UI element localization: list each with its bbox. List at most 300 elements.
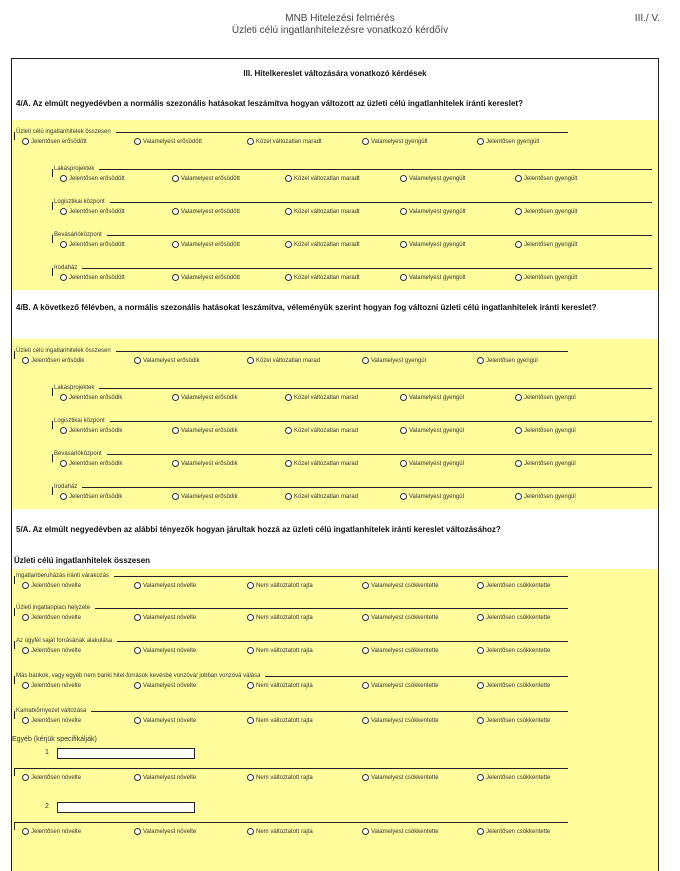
group-rule [107,235,652,236]
radio-button[interactable] [285,274,292,281]
other-number-1: 1 [45,749,49,756]
question-5a-answers [12,569,658,871]
radio-button[interactable] [60,175,67,182]
radio-option[interactable] [515,394,576,401]
radio-option[interactable] [247,582,313,589]
radio-option-label: Jelentősen csökkentette [486,774,551,781]
radio-button[interactable] [22,582,29,589]
radio-option-label: Jelentősen erősödött [69,175,125,182]
radio-button[interactable] [134,138,141,145]
radio-option[interactable] [400,208,466,215]
radio-button[interactable] [515,460,522,467]
radio-options [14,717,568,726]
radio-option-label: Valamelyest növelte [143,774,197,781]
group-rule [107,454,652,455]
group-rule [116,351,568,352]
group-rule [110,421,652,422]
radio-button[interactable] [172,427,179,434]
radio-button[interactable] [362,717,369,724]
radio-button[interactable] [362,774,369,781]
radio-option[interactable] [172,274,240,281]
radio-option[interactable] [285,274,360,281]
group-rule [82,268,652,269]
radio-button[interactable] [172,175,179,182]
radio-option[interactable] [22,774,81,781]
radio-button[interactable] [247,717,254,724]
radio-option[interactable] [60,175,125,182]
radio-button[interactable] [285,208,292,215]
radio-button[interactable] [285,175,292,182]
group-label: Irodaház [54,264,80,272]
radio-option[interactable] [362,717,439,724]
radio-option-label: Közel változatlan marad [294,493,359,500]
radio-options [14,774,568,783]
header-titles [150,13,530,37]
group-label: Logisztikai központ [54,198,108,206]
radio-option[interactable] [134,582,196,589]
radio-option-label: Jelentősen gyengült [524,241,578,248]
radio-option-label: Nem változtatott rajta [256,682,313,689]
question-4b-answers [12,339,658,509]
radio-button[interactable] [515,208,522,215]
radio-option[interactable] [515,274,577,281]
radio-option-label: Jelentősen erősödött [69,241,125,248]
radio-option-label: Valamelyest növelte [143,828,197,835]
radio-option-label: Valamelyest gyengült [409,241,466,248]
radio-option-label: Jelentősen erősödik [69,493,123,500]
radio-option[interactable] [22,828,81,835]
radio-option[interactable] [134,614,196,621]
radio-option[interactable] [247,774,313,781]
group-rule [117,641,568,642]
radio-option-label: Közel változatlan maradt [256,138,322,145]
radio-button[interactable] [134,682,141,689]
radio-button[interactable] [362,682,369,689]
radio-button[interactable] [477,717,484,724]
radio-button[interactable] [134,828,141,835]
radio-option-label: Jelentősen növelte [31,828,82,835]
radio-option-label: Jelentősen gyengül [524,394,576,401]
radio-option[interactable] [60,208,125,215]
radio-button[interactable] [22,717,29,724]
radio-button[interactable] [134,717,141,724]
radio-button[interactable] [134,357,141,364]
group-rule [91,711,568,712]
radio-option-label: Közel változatlan maradt [294,241,360,248]
radio-option[interactable] [400,394,464,401]
radio-button[interactable] [22,774,29,781]
radio-option[interactable] [400,460,464,467]
radio-option-label: Jelentősen növelte [31,682,82,689]
radio-button[interactable] [362,828,369,835]
radio-button[interactable] [285,394,292,401]
radio-button[interactable] [134,774,141,781]
radio-option-label: Jelentősen csökkentette [486,647,551,654]
radio-option-label: Valamelyest csökkentette [371,647,439,654]
question-4a-answers [12,120,658,290]
other-specify-input-2[interactable] [57,802,195,813]
radio-option[interactable] [477,647,550,654]
radio-option-label: Valamelyest gyengül [371,357,426,364]
radio-option[interactable] [60,460,122,467]
radio-options [52,493,652,502]
radio-button[interactable] [362,138,369,145]
radio-button[interactable] [477,138,484,145]
radio-button[interactable] [477,582,484,589]
radio-option[interactable] [172,460,238,467]
radio-option[interactable] [515,208,577,215]
radio-button[interactable] [285,493,292,500]
radio-option[interactable] [172,427,238,434]
radio-option[interactable] [400,274,466,281]
other-specify-label: Egyéb (kérjük specifikálják) [12,736,97,743]
radio-button[interactable] [134,582,141,589]
radio-option-label: Valamelyest gyengült [409,274,466,281]
radio-option-label: Jelentősen növelte [31,614,82,621]
group-rule [265,676,568,677]
radio-button[interactable] [515,427,522,434]
radio-option[interactable] [515,175,577,182]
group-label: Irodaház [54,483,80,491]
radio-button[interactable] [22,357,29,364]
radio-option-label: Valamelyest erősödött [143,138,202,145]
radio-option-label: Nem változtatott rajta [256,647,313,654]
radio-option[interactable] [362,647,439,654]
radio-option[interactable] [60,394,122,401]
radio-button[interactable] [400,274,407,281]
radio-option[interactable] [134,828,196,835]
radio-option-label: Valamelyest gyengül [409,493,464,500]
radio-option-label: Jelentősen növelte [31,717,82,724]
radio-options [14,682,568,691]
radio-option[interactable] [134,357,200,364]
group-label: Üzleti célú ingatlanhitelek összesen [16,347,114,355]
group-label: Az ügyfél saját forrásának alakulása [16,637,115,645]
group-rule [110,202,652,203]
radio-option[interactable] [134,717,196,724]
question-5a-subtitle: Üzleti célú ingatlanhitelek összesen [14,556,151,565]
radio-option[interactable] [247,357,320,364]
question-4b: 4/B. A következő félévben, a normális szezonális hatásokat leszámítva, véleményük szerint hogyan fog változni üzleti célú ingatlanhitelek iránti kereslet? [16,303,597,312]
group-label: Kamatkörnyezet változása [16,707,89,715]
radio-option[interactable] [22,717,81,724]
radio-option-label: Valamelyest erősödött [181,274,240,281]
radio-options [14,828,568,837]
radio-button[interactable] [172,208,179,215]
radio-button[interactable] [515,175,522,182]
radio-option[interactable] [362,582,439,589]
radio-button[interactable] [134,647,141,654]
radio-button[interactable] [247,682,254,689]
radio-button[interactable] [285,241,292,248]
radio-option[interactable] [134,647,196,654]
radio-option-label: Nem változtatott rajta [256,614,313,621]
radio-option[interactable] [477,357,538,364]
radio-option[interactable] [134,682,196,689]
radio-option[interactable] [400,175,466,182]
radio-option[interactable] [477,774,550,781]
radio-option-label: Valamelyest erősödik [181,394,238,401]
radio-option-label: Jelentősen gyengült [486,138,540,145]
radio-option-label: Valamelyest erősödik [143,357,200,364]
radio-option[interactable] [22,647,81,654]
radio-option-label: Valamelyest erősödött [181,241,240,248]
radio-button[interactable] [247,138,254,145]
radio-button[interactable] [60,274,67,281]
group-rule [14,822,568,823]
radio-option-label: Valamelyest csökkentette [371,582,439,589]
radio-button[interactable] [362,357,369,364]
radio-options [14,614,568,623]
header-line-2: Üzleti célú ingatlanhitelezésre vonatkozó kérdőív [231,25,449,36]
radio-option[interactable] [172,493,238,500]
radio-button[interactable] [285,427,292,434]
radio-option-label: Jelentősen csökkentette [486,717,551,724]
radio-option[interactable] [285,208,360,215]
radio-option-label: Nem változtatott rajta [256,828,313,835]
radio-button[interactable] [400,175,407,182]
other-number-2: 2 [45,803,49,810]
radio-button[interactable] [400,427,407,434]
radio-option-label: Valamelyest gyengül [409,460,464,467]
radio-option[interactable] [515,427,576,434]
radio-option-label: Valamelyest növelte [143,682,197,689]
radio-option[interactable] [477,582,550,589]
radio-option-label: Jelentősen csökkentette [486,682,551,689]
radio-option[interactable] [60,241,125,248]
radio-option[interactable] [362,682,439,689]
question-4a: 4/A. Az elmúlt negyedévben a normális szezonális hatásokat leszámítva hogyan változott az üzleti célú ingatlanhitelek iránti kereslet? [16,99,523,108]
radio-button[interactable] [22,138,29,145]
radio-option[interactable] [22,357,84,364]
radio-option-label: Jelentősen csökkentette [486,828,551,835]
radio-option[interactable] [477,717,550,724]
radio-button[interactable] [515,394,522,401]
group-label: Üzleti célú ingatlanhitelek összesen [16,128,114,136]
radio-button[interactable] [172,493,179,500]
radio-option[interactable] [515,493,576,500]
radio-option-label: Közel változatlan marad [294,394,359,401]
radio-option[interactable] [362,614,439,621]
radio-option[interactable] [285,460,358,467]
radio-option[interactable] [247,138,322,145]
radio-option[interactable] [60,427,122,434]
radio-button[interactable] [60,241,67,248]
radio-button[interactable] [515,274,522,281]
radio-option[interactable] [22,138,87,145]
radio-option[interactable] [247,614,313,621]
radio-option-label: Valamelyest növelte [143,582,197,589]
radio-option[interactable] [362,828,439,835]
group-rule [116,132,568,133]
group-label: Bevásárlóközpont [54,231,105,239]
radio-button[interactable] [247,828,254,835]
radio-option[interactable] [22,614,81,621]
radio-option-label: Jelentősen erősödött [31,138,87,145]
radio-options [14,582,568,591]
radio-option[interactable] [172,208,240,215]
radio-option[interactable] [477,828,550,835]
radio-option[interactable] [477,614,550,621]
radio-option-label: Jelentősen erősödik [69,460,123,467]
radio-option[interactable] [134,774,196,781]
radio-option-label: Valamelyest erősödött [181,175,240,182]
radio-button[interactable] [477,357,484,364]
group-rule [82,487,652,488]
radio-option-label: Jelentősen csökkentette [486,614,551,621]
radio-option[interactable] [60,274,125,281]
group-rule [114,576,568,577]
radio-option-label: Valamelyest erősödött [181,208,240,215]
radio-option[interactable] [477,682,550,689]
radio-button[interactable] [400,241,407,248]
radio-option[interactable] [362,357,426,364]
radio-button[interactable] [134,614,141,621]
radio-button[interactable] [362,647,369,654]
group-label: Más bankok, vagy egyéb nem banki hitel-források kevésbé vonzóvá/ jobban vonzóvá válása [16,672,263,680]
radio-button[interactable] [247,614,254,621]
radio-option[interactable] [172,241,240,248]
radio-option-label: Jelentősen gyengül [486,357,538,364]
radio-option[interactable] [285,394,358,401]
radio-option-label: Jelentősen gyengül [524,493,576,500]
radio-button[interactable] [247,357,254,364]
radio-option[interactable] [22,582,81,589]
radio-option[interactable] [362,774,439,781]
radio-button[interactable] [247,774,254,781]
radio-button[interactable] [477,774,484,781]
radio-option[interactable] [22,682,81,689]
radio-button[interactable] [172,274,179,281]
radio-option[interactable] [60,493,122,500]
radio-option[interactable] [172,175,240,182]
group-label: Bevásárlóközpont [54,450,105,458]
radio-button[interactable] [400,493,407,500]
radio-option[interactable] [477,138,539,145]
radio-option-label: Jelentősen gyengül [524,460,576,467]
group-label: Lakásprojektek [54,384,97,392]
radio-option-label: Valamelyest gyengült [409,208,466,215]
radio-option-label: Valamelyest csökkentette [371,774,439,781]
radio-option-label: Valamelyest gyengül [409,394,464,401]
radio-options [52,460,652,469]
radio-button[interactable] [362,614,369,621]
radio-button[interactable] [60,394,67,401]
radio-button[interactable] [400,460,407,467]
radio-option[interactable] [247,647,313,654]
radio-button[interactable] [60,427,67,434]
radio-option-label: Jelentősen erősödik [69,427,123,434]
radio-option[interactable] [400,493,464,500]
radio-button[interactable] [400,394,407,401]
radio-button[interactable] [477,647,484,654]
radio-option-label: Jelentősen gyengült [524,175,578,182]
radio-option-label: Valamelyest gyengült [409,175,466,182]
group-rule [95,608,568,609]
radio-option-label: Közel változatlan maradt [294,208,360,215]
radio-option[interactable] [515,241,577,248]
radio-option[interactable] [285,493,358,500]
radio-button[interactable] [22,614,29,621]
radio-option[interactable] [362,138,428,145]
radio-button[interactable] [400,208,407,215]
radio-button[interactable] [60,493,67,500]
radio-option[interactable] [400,427,464,434]
radio-option[interactable] [247,682,313,689]
radio-option-label: Valamelyest erősödik [181,460,238,467]
radio-button[interactable] [172,460,179,467]
group-rule [99,388,652,389]
radio-option[interactable] [400,241,466,248]
radio-button[interactable] [515,241,522,248]
radio-option-label: Valamelyest csökkentette [371,614,439,621]
page-number: III./ V. [634,13,660,24]
radio-options [52,427,652,436]
radio-option-label: Közel változatlan marad [256,357,321,364]
radio-option[interactable] [285,427,358,434]
radio-option[interactable] [285,241,360,248]
radio-button[interactable] [247,582,254,589]
other-specify-input-1[interactable] [57,748,195,759]
radio-button[interactable] [285,460,292,467]
radio-option[interactable] [172,394,238,401]
question-5a: 5/A. Az elmúlt negyedévben az alábbi tényezők hogyan járultak hozzá az üzleti célú ingatlanhitelek iránti kereslet változásához? [16,525,501,534]
radio-option[interactable] [247,717,313,724]
radio-option-label: Valamelyest gyengült [371,138,428,145]
radio-option-label: Jelentősen csökkentette [486,582,551,589]
radio-button[interactable] [60,460,67,467]
radio-option-label: Közel változatlan maradt [294,274,360,281]
radio-button[interactable] [60,208,67,215]
radio-option-label: Jelentősen erősödik [69,394,123,401]
radio-option-label: Nem változtatott rajta [256,774,313,781]
section-title: III. Hitelkereslet változására vonatkozó kérdések [243,69,427,78]
radio-option-label: Valamelyest csökkentette [371,717,439,724]
radio-button[interactable] [477,828,484,835]
radio-button[interactable] [362,582,369,589]
radio-button[interactable] [172,241,179,248]
radio-options [14,357,568,366]
group-label: Üzleti ingatlanpiaci helyzete [16,604,93,612]
radio-button[interactable] [477,682,484,689]
radio-option-label: Valamelyest növelte [143,717,197,724]
page-header [0,0,680,48]
radio-button[interactable] [22,647,29,654]
radio-button[interactable] [22,682,29,689]
radio-button[interactable] [22,828,29,835]
radio-button[interactable] [477,614,484,621]
radio-options [14,138,568,147]
radio-option[interactable] [247,828,313,835]
radio-option-label: Jelentősen gyengült [524,274,578,281]
radio-option[interactable] [285,175,360,182]
radio-option-label: Jelentősen erősödött [69,274,125,281]
radio-option[interactable] [134,138,202,145]
header-line-1: MNB Hitelezési felmérés [285,13,395,24]
group-label: Logisztikai központ [54,417,108,425]
radio-option[interactable] [515,460,576,467]
radio-option-label: Jelentősen gyengült [524,208,578,215]
radio-options [52,394,652,403]
group-label: Lakásprojektek [54,165,97,173]
radio-option-label: Valamelyest növelte [143,614,197,621]
radio-button[interactable] [247,647,254,654]
radio-option-label: Jelentősen gyengül [524,427,576,434]
radio-option-label: Jelentősen növelte [31,774,82,781]
radio-button[interactable] [515,493,522,500]
radio-button[interactable] [172,394,179,401]
radio-option-label: Jelentősen növelte [31,647,82,654]
